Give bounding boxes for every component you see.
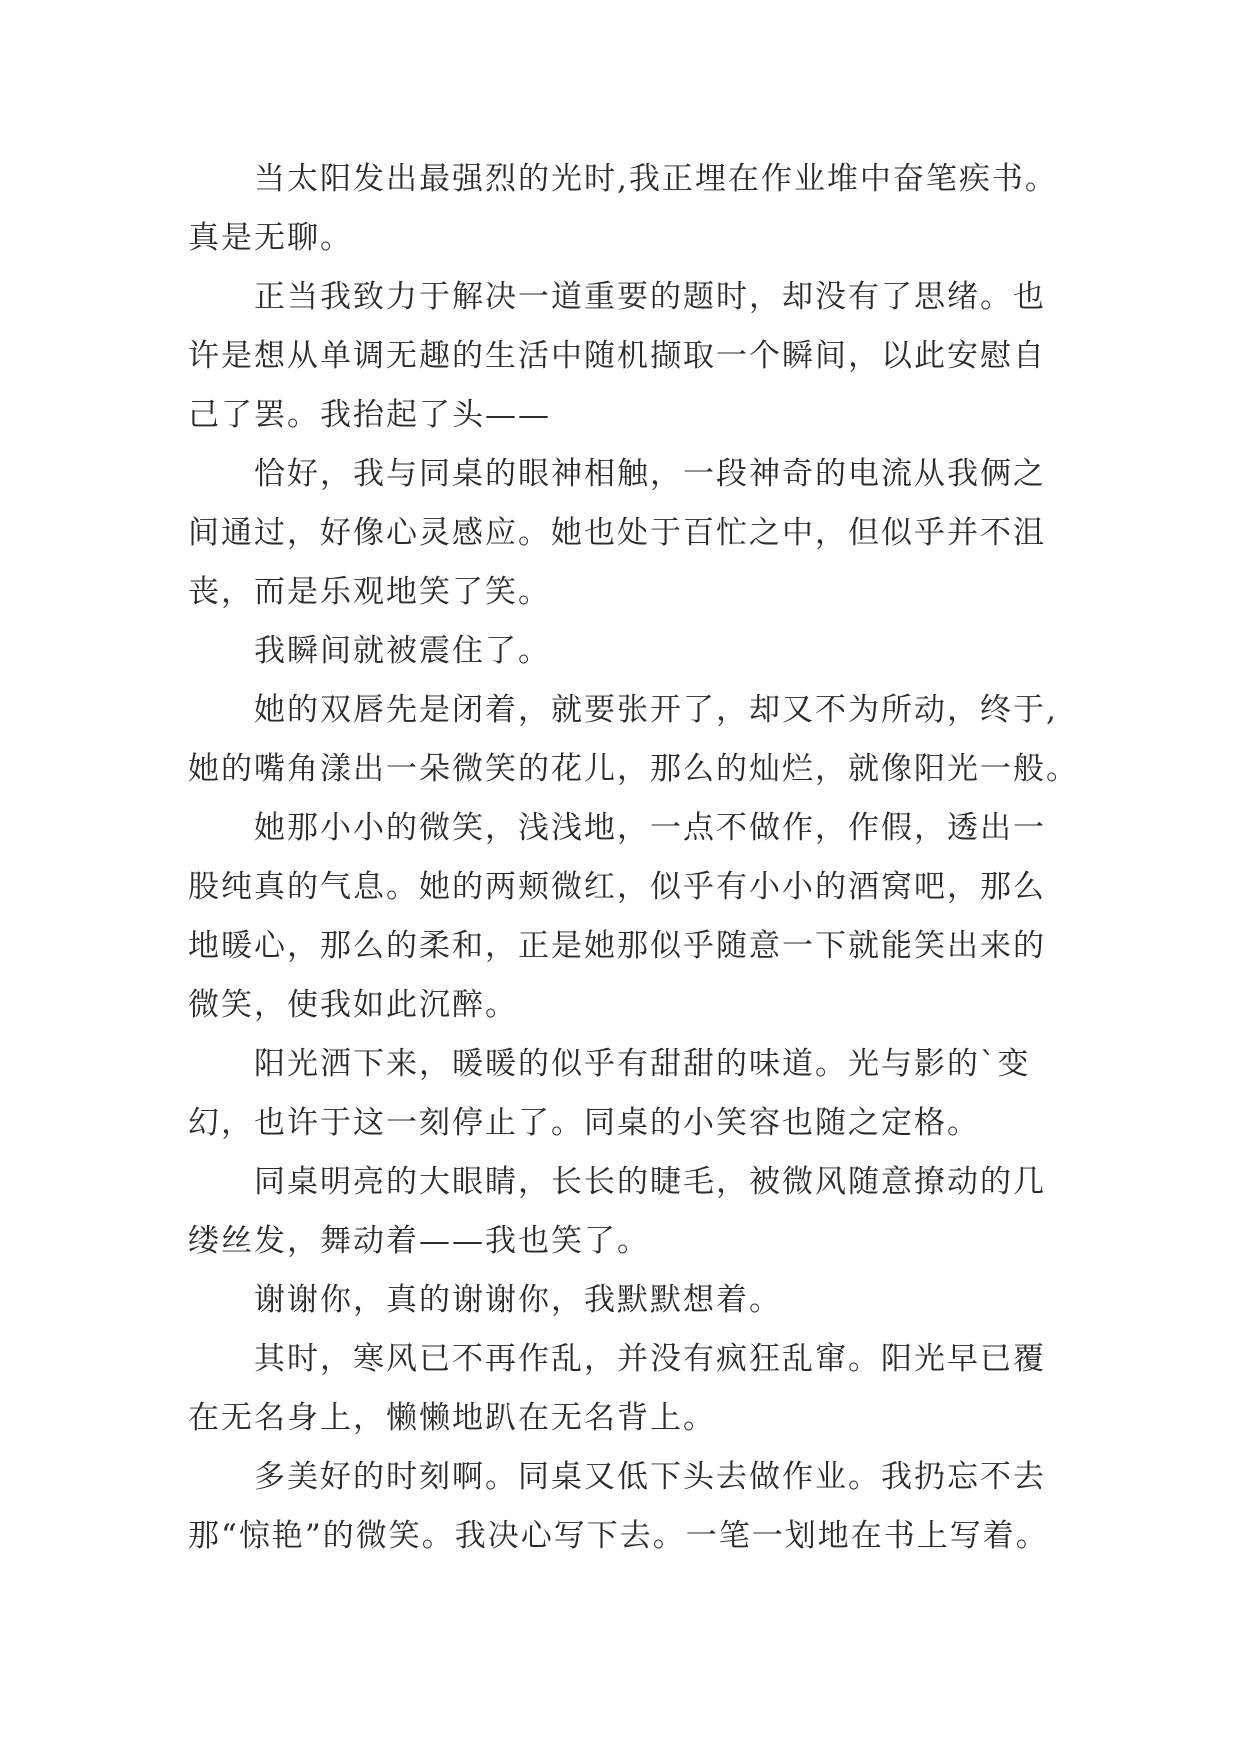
paragraph-line: 丧，而是乐观地笑了笑。 <box>188 574 551 610</box>
paragraph-line: 多美好的时刻啊。同桌又低下头去做作业。我扔忘不去 <box>188 1459 1046 1495</box>
paragraph-line: 在无名身上，懒懒地趴在无名背上。 <box>188 1400 716 1436</box>
paragraph <box>188 1035 1088 1153</box>
paragraph <box>188 681 1088 799</box>
document-body <box>188 150 1088 1566</box>
paragraph-line: 阳光洒下来，暖暖的似乎有甜甜的味道。光与影的`变 <box>188 1046 1031 1082</box>
paragraph-line: 许是想从单调无趣的生活中随机撷取一个瞬间，以此安慰自 <box>188 338 1046 374</box>
paragraph <box>188 622 1088 681</box>
paragraph-line: 恰好，我与同桌的眼神相触，一段神奇的电流从我俩之 <box>188 456 1046 492</box>
paragraph-line: 正当我致力于解决一道重要的题时，却没有了思绪。也 <box>188 279 1046 315</box>
paragraph-line: 微笑，使我如此沉醉。 <box>188 987 518 1023</box>
paragraph <box>188 1448 1088 1566</box>
paragraph-line: 谢谢你，真的谢谢你，我默默想着。 <box>188 1282 782 1318</box>
paragraph-line: 缕丝发，舞动着——我也笑了。 <box>188 1223 650 1259</box>
paragraph <box>188 268 1088 445</box>
paragraph-line: 间通过，好像心灵感应。她也处于百忙之中，但似乎并不沮 <box>188 515 1046 551</box>
paragraph <box>188 1330 1088 1448</box>
paragraph-line: 其时，寒风已不再作乱，并没有疯狂乱窜。阳光早已覆 <box>188 1341 1046 1377</box>
paragraph-line: 她的嘴角漾出一朵微笑的花儿，那么的灿烂，就像阳光一般。 <box>188 751 1079 787</box>
paragraph-line: 地暖心，那么的柔和，正是她那似乎随意一下就能笑出来的 <box>188 928 1046 964</box>
paragraph <box>188 1153 1088 1271</box>
paragraph-line: 当太阳发出最强烈的光时,我正埋在作业堆中奋笔疾书。 <box>188 161 1058 197</box>
paragraph-line: 幻，也许于这一刻停止了。同桌的小笑容也随之定格。 <box>188 1105 980 1141</box>
paragraph <box>188 150 1088 268</box>
paragraph-line: 股纯真的气息。她的两颊微红，似乎有小小的酒窝吧，那么 <box>188 869 1046 905</box>
paragraph-line: 她的双唇先是闭着，就要张开了，却又不为所动，终于, <box>188 692 1058 728</box>
paragraph-line: 己了罢。我抬起了头—— <box>188 397 551 433</box>
paragraph-line: 真是无聊。 <box>188 220 353 256</box>
paragraph-line: 她那小小的微笑，浅浅地，一点不做作，作假，透出一 <box>188 810 1046 846</box>
paragraph-line: 我瞬间就被震住了。 <box>188 633 551 669</box>
paragraph-line: 同桌明亮的大眼睛，长长的睫毛，被微风随意撩动的几 <box>188 1164 1046 1200</box>
paragraph-line: 那“惊艳”的微笑。我决心写下去。一笔一划地在书上写着。 <box>188 1518 1049 1554</box>
paragraph <box>188 799 1088 1035</box>
paragraph <box>188 445 1088 622</box>
paragraph <box>188 1271 1088 1330</box>
